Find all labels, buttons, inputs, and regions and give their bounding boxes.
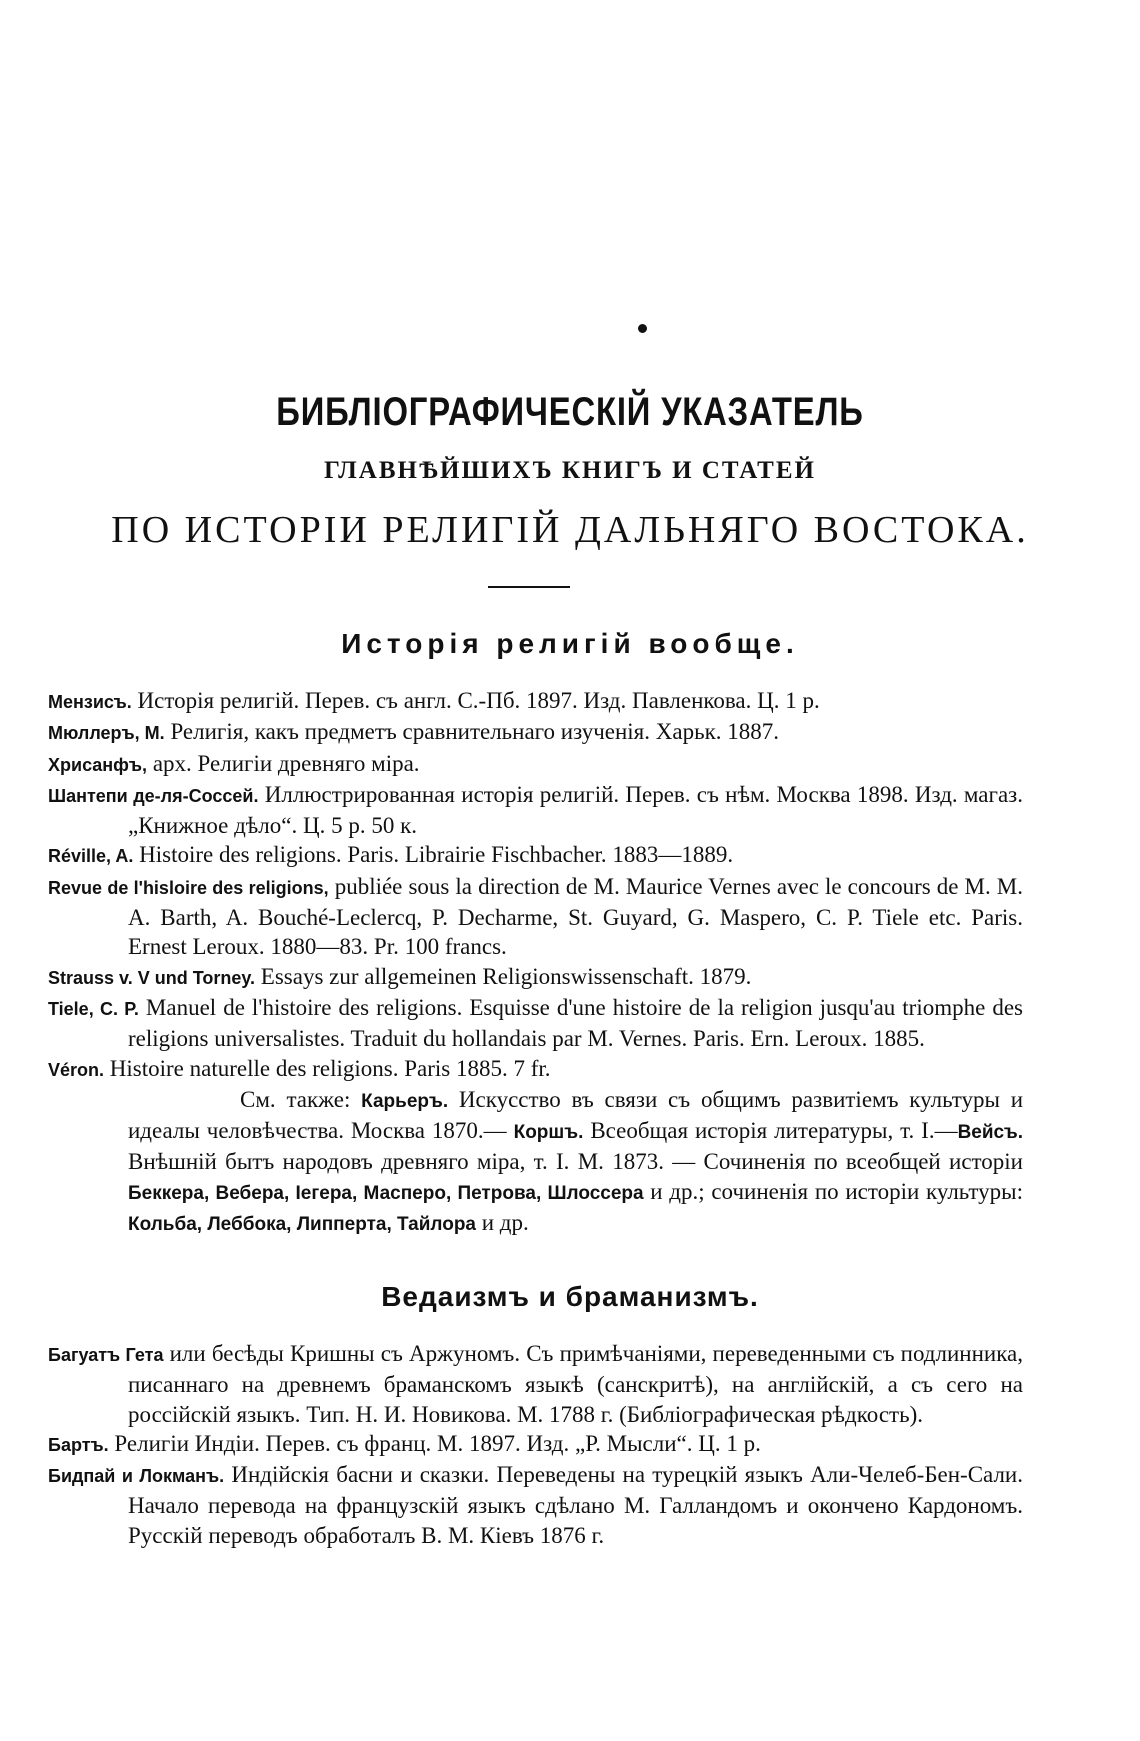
entry-text: Иллюстрированная исторія религій. Перев. съ нѣм. Москва 1898. Изд. магаз. „Книжное дѣло“. Ц. 5 р. 50 к. <box>128 781 1023 839</box>
entry-author: Бартъ. <box>48 1434 109 1455</box>
entry-list-religions-general <box>48 686 1023 1239</box>
see-also-text: Искусство въ связи съ общимъ развитіемъ культуры и идеалы человѣчества. Москва 1870.— <box>128 1086 1024 1144</box>
bibliography-entry <box>48 717 1023 748</box>
see-also-author: Коршъ. <box>513 1122 584 1144</box>
bibliography-entry <box>48 872 1023 962</box>
entry-author: Хрисанфъ, <box>48 754 148 775</box>
entry-author: Бидпай и Локманъ. <box>48 1466 225 1487</box>
bibliography-entry <box>48 840 1023 871</box>
entry-author: Véron. <box>48 1059 105 1080</box>
entry-text: или бесѣды Кришны съ Аржуномъ. Съ примѣчаніями, переведенными съ подлинника, писаннаго на древнемъ браманскомъ языкѣ (санскритѣ), на англійскій, а съ сего на россійскій языкъ. Тип. Н. И. Новикова. М. 1788 г. (Библіографическая рѣдкость). <box>128 1341 1023 1427</box>
bibliography-entry <box>48 1054 1023 1085</box>
ink-dot <box>638 324 647 333</box>
entry-text: Histoire des religions. Paris. Librairie Fischbacher. 1883—1889. <box>139 842 734 868</box>
entry-text: publiée sous la direction de M. Maurice Vernes avec le concours de M. M. A. Barth, A. Bouché-Leclercq, P. Decharme, St. Guyard, G. Maspero, C. P. Tiele etc. Paris. Ernest Leroux. 1880—83. Pr. 100 francs. <box>128 873 1023 960</box>
entry-author: Réville, A. <box>48 846 134 867</box>
section-title-vedism: Ведаизмъ и браманизмъ. <box>381 1281 759 1312</box>
entry-text: Индійскія басни и сказки. Переведены на турецкій языкъ Али-Челеб-Бен-Сали. Начало перевода на французскій языкъ сдѣлано М. Галландомъ и окончено Кардономъ. Русскій переводъ обработалъ В. М. Кіевъ 1876 г. <box>128 1462 1023 1548</box>
see-also-text: Всеобщая исторія литературы, т. I.— <box>583 1118 958 1144</box>
see-also-author: Беккера, Вебера, Iегера, Масперо, Петрова, Шлоссера <box>128 1182 644 1204</box>
entry-text: Исторія религій. Перев. съ англ. С.-Пб. 1897. Изд. Павленкова. Ц. 1 р. <box>137 688 820 713</box>
bibliography-entry <box>48 962 1023 993</box>
see-also-text: Внѣшній бытъ народовъ древняго міра, т. I. М. 1873. — Сочиненія по всеобщей исторіи <box>128 1149 1023 1175</box>
entry-author: Мензисъ. <box>48 692 132 712</box>
entry-text: арх. Религіи древняго міра. <box>152 750 420 776</box>
bibliography-entry <box>48 686 1023 717</box>
bibliography-entry <box>48 1339 1023 1429</box>
see-also-author: Кольба, Леббока, Липперта, Тайлора <box>128 1214 476 1236</box>
entry-text: Essays zur allgemeinen Religionswissenschaft. 1879. <box>260 963 752 989</box>
entry-text: Manuel de l'histoire des religions. Esquisse d'une histoire de la religion jusqu'au triomphe des religions universalistes. Traduit du hollandais par M. Vernes. Paris. Ern. Leroux. 1885. <box>128 994 1024 1052</box>
entry-author: Strauss v. V und Torney. <box>48 967 256 988</box>
bibliography-entry <box>48 780 1023 841</box>
bibliography-entry <box>48 749 1023 780</box>
bibliography-entry <box>48 1460 1023 1550</box>
bibliography-entry <box>48 993 1023 1054</box>
entry-author: Tiele, C. P. <box>48 998 139 1019</box>
entry-author: Мюллеръ, М. <box>48 723 165 744</box>
page-subtitle-topic: ПО ИСТОРІИ РЕЛИГІЙ ДАЛЬНЯГО ВОСТОКА. <box>111 509 1029 551</box>
entry-text: Histoire naturelle des religions. Paris 1885. 7 fr. <box>109 1055 551 1081</box>
see-also-paragraph <box>48 1085 1023 1239</box>
see-also-text: См. также: <box>240 1086 362 1112</box>
entry-list-vedism <box>48 1339 1023 1550</box>
page-subtitle: ГЛАВНѢЙШИХЪ КНИГЪ И СТАТЕЙ <box>324 457 816 484</box>
see-also-author: Вейсъ. <box>957 1122 1023 1144</box>
entry-author: Шантепи де-ля-Соссей. <box>48 785 259 806</box>
page-title: БИБЛІОГРАФИЧЕСКІЙ УКАЗАТЕЛЬ <box>276 390 864 434</box>
see-also-text: и др. <box>476 1210 529 1236</box>
divider <box>488 586 570 588</box>
entry-author: Багуатъ Гета <box>48 1345 164 1365</box>
see-also-text: и др.; сочиненія по исторіи культуры: <box>643 1178 1023 1204</box>
section-title-religions-general: Исторія религій вообще. <box>341 628 799 659</box>
entry-text: Религіи Индіи. Перев. съ франц. М. 1897. Изд. „Р. Мысли“. Ц. 1 р. <box>114 1430 761 1456</box>
entry-text: Религія, какъ предметъ сравнительнаго изученія. Харьк. 1887. <box>170 719 779 745</box>
bibliography-entry <box>48 1429 1023 1460</box>
entry-author: Revue de l'hisloire des religions, <box>48 877 329 898</box>
see-also-author: Карьеръ. <box>361 1090 449 1112</box>
